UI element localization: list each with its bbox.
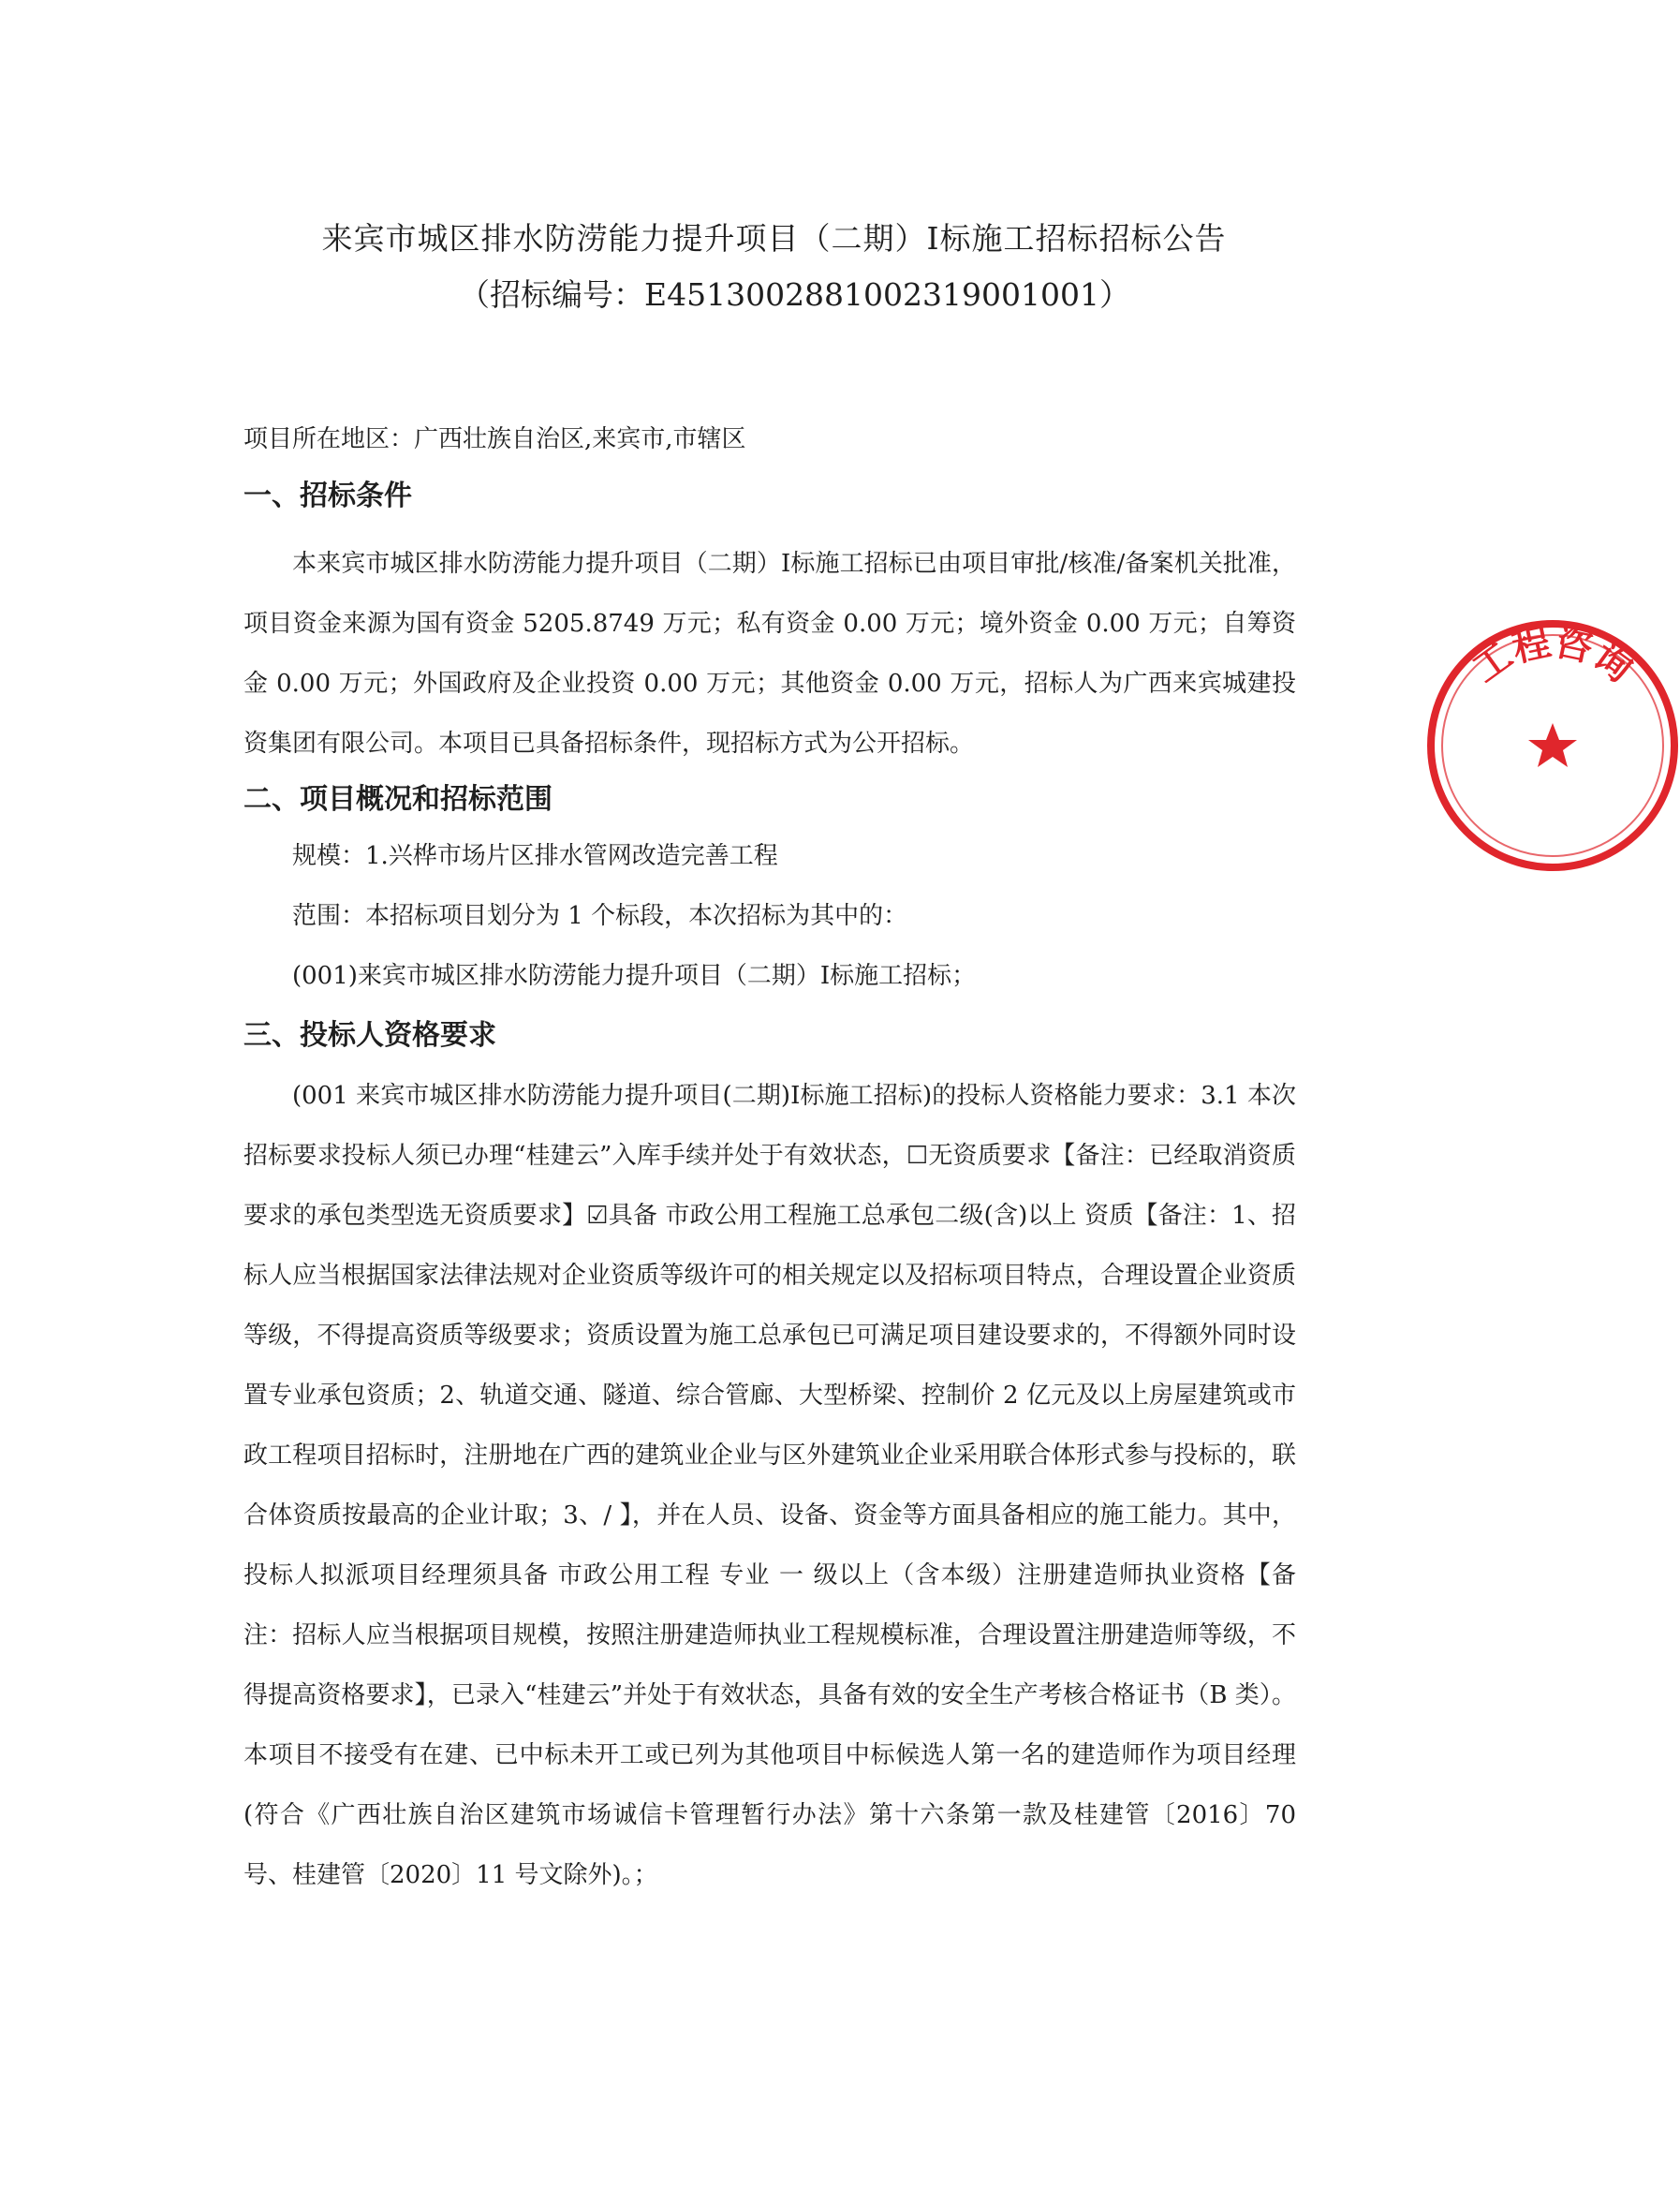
section-heading: 三、投标人资格要求 bbox=[243, 1019, 496, 1052]
title-block bbox=[0, 217, 1548, 317]
section-bidder-qualifications bbox=[243, 1013, 1296, 1905]
seal-star-icon bbox=[1528, 723, 1577, 767]
document-body bbox=[243, 420, 1296, 1905]
document-subtitle: （招标编号：E4513002881002319001001） bbox=[459, 276, 1130, 313]
section-heading: 一、招标条件 bbox=[243, 480, 412, 512]
paragraph: 范围：本招标项目划分为 1 个标段，本次招标为其中的： bbox=[292, 902, 908, 930]
paragraph: (001)来宾市城区排水防涝能力提升项目（二期）Ⅰ标施工招标； bbox=[292, 962, 977, 990]
paragraph: (001 来宾市城区排水防涝能力提升项目(二期)Ⅰ标施工招标)的投标人资格能力要求：3.1 本次招标要求投标人须已办理“桂建云”入库手续并处于有效状态，☐无资质要求【备注：已经取消资质要求的承包类型选无资质要求】☑具备 市政公用工程施工总承包二级(含)以上 资质【备注：1、招标人应当根据国家法律法规对企业资质等级许可的相关规定以及招标项目特点，合理设置企业资质等级，不得提高资质等级要求；资质设置为施工总承包已可满足项目建设要求的，不得额外同时设置专业承包资质；2、轨道交通、隧道、综合管廊、大型桥梁、控制价 2 亿元及以上房屋建筑或市政工程项目招标时，注册地在广西的建筑业企业与区外建筑业企业采用联合体形式参与投标的，联合体资质按最高的企业计取；3、/ 】，并在人员、设备、资金等方面具备相应的施工能力。其中，投标人拟派项目经理须具备 市政公用工程 专业 一 级以上（含本级）注册建造师执业资格【备注：招标人应当根据项目规模，按照注册建造师执业工程规模标准，合理设置注册建造师等级，不得提高资格要求】，已录入“桂建云”并处于有效状态，具备有效的安全生产考核合格证书（B 类）。本项目不接受有在建、已中标未开工或已列为其他项目中标候选人第一名的建造师作为项目经理(符合《广西壮族自治区建筑市场诚信卡管理暂行办法》第十六条第一款及桂建管〔2016〕70 号、桂建管〔2020〕11 号文除外)。； bbox=[243, 1082, 1296, 1889]
section-bidding-conditions bbox=[243, 474, 1296, 774]
document-title: 来宾市城区排水防涝能力提升项目（二期）Ⅰ标施工招标招标公告 bbox=[321, 220, 1227, 257]
paragraph: 规模：1.兴桦市场片区排水管网改造完善工程 bbox=[292, 842, 778, 870]
section-heading: 二、项目概况和招标范围 bbox=[243, 783, 553, 816]
official-seal-stamp bbox=[1425, 618, 1680, 873]
seal-text: 工程咨询 bbox=[1465, 620, 1641, 692]
paragraph: 本来宾市城区排水防涝能力提升项目（二期）Ⅰ标施工招标已由项目审批/核准/备案机关批准，项目资金来源为国有资金 5205.8749 万元；私有资金 0.00 万元；境外资金 0.00 万元；自筹资金 0.00 万元；外国政府及企业投资 0.00 万元；其他资金 0.00 万元，招标人为广西来宾城建投资集团有限公司。本项目已具备招标条件，现招标方式为公开招标。 bbox=[243, 550, 1296, 758]
project-location: 项目所在地区：广西壮族自治区,来宾市,市辖区 bbox=[243, 425, 746, 453]
section-body bbox=[243, 826, 1296, 1006]
section-project-overview bbox=[243, 777, 1296, 1006]
